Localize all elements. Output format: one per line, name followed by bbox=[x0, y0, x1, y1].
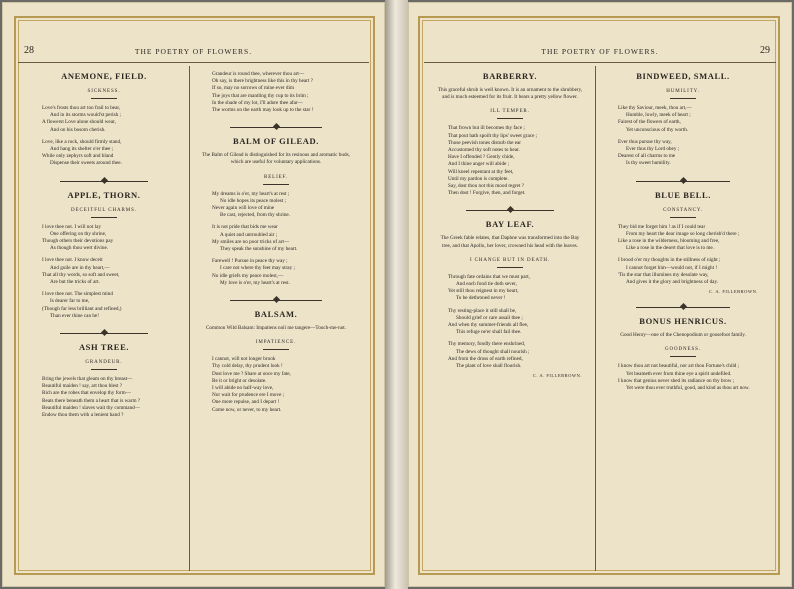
poem-line: I cannot forget him—would not, if I might ! bbox=[626, 264, 718, 271]
poem-stanza bbox=[448, 125, 584, 197]
poem-line: Bring the jewels that gleam on thy breast— bbox=[42, 376, 133, 383]
page-number: 28 bbox=[24, 45, 34, 56]
poem-line: From my heart the dear image so long cherish'd there ; bbox=[626, 230, 740, 237]
poem-line: Farewell ! Pursue in peace thy way ; bbox=[212, 258, 288, 265]
poem-line: Than ever thine can be! bbox=[50, 312, 99, 319]
poem-line: No idle hopes its peace molest ; bbox=[220, 197, 286, 204]
poem-author: C. A. FILLEBROWN. bbox=[708, 289, 758, 295]
right-page-column-2 bbox=[600, 66, 766, 571]
poem-line: Nor wait for prudence ere I move ; bbox=[212, 392, 285, 399]
column-divider bbox=[189, 66, 190, 571]
ornament-divider bbox=[636, 178, 730, 184]
page-number: 29 bbox=[760, 45, 770, 56]
poem-line: Will kneel repentant at thy feet, bbox=[448, 168, 514, 175]
running-title: THE POETRY OF FLOWERS. bbox=[134, 47, 253, 56]
ornament-divider bbox=[466, 207, 554, 213]
poem-stanza bbox=[448, 274, 584, 303]
entry-title: BONUS HENRICUS. bbox=[639, 316, 727, 327]
poem-line: I know that genius never shed its radiance on thy brow ; bbox=[618, 377, 735, 384]
poem-line: And guile are in thy heart,— bbox=[50, 264, 110, 271]
poem-line: Thy cold delay, thy prudent look ! bbox=[212, 363, 283, 370]
poem-line: Ever thus pursue thy way, bbox=[618, 138, 672, 145]
entry-title: BLUE BELL. bbox=[654, 189, 712, 200]
poem-line: Yet beameth ever from thine eye a spirit undefiled. bbox=[626, 370, 732, 377]
poem-line: While only zephyrs soft and bland bbox=[42, 153, 114, 160]
poem-line: The dews of thought shall nourish ; bbox=[456, 348, 530, 355]
poem-line: Is dearer far to me, bbox=[50, 298, 90, 305]
entry-title: ASH TREE. bbox=[78, 342, 130, 353]
poem-line: Accustomed thy soft notes to hear. bbox=[448, 147, 520, 154]
flower-entry bbox=[24, 71, 184, 168]
poem-stanza bbox=[42, 291, 178, 320]
ornament-divider bbox=[230, 297, 322, 303]
poem-line: The joys that are mantling thy cup to its brim ; bbox=[212, 92, 309, 99]
poem-line: Endow thou them with a lenient hand ? bbox=[42, 412, 124, 419]
poem-stanza bbox=[42, 105, 178, 134]
entry-title: BAY LEAF. bbox=[485, 219, 535, 230]
poem-line: Love's frosts thou art too frail to bear, bbox=[42, 105, 121, 111]
entry-meaning: SICKNESS. bbox=[24, 89, 184, 99]
poem-line: Be it or bright or desolate. bbox=[212, 377, 267, 384]
poem-line: The plant of love shall flourish. bbox=[456, 363, 522, 370]
poem-line: Should grief or care assail thee ; bbox=[456, 314, 523, 321]
book-gutter bbox=[385, 0, 408, 589]
left-page-column-1 bbox=[24, 66, 184, 571]
entry-description: Good Henry—one of the Chenopodium or goosefoot family. bbox=[620, 332, 746, 339]
poem-line: Fairest of the flowers of earth, bbox=[618, 119, 681, 126]
entry-description: The Balm of Gilead is distinguished for its resinous and aromatic buds, which are useful for voluntary applications. bbox=[202, 152, 350, 166]
poem-stanza bbox=[42, 139, 178, 168]
poem-line: And gives it the glory and brightness of day. bbox=[626, 279, 719, 286]
entry-meaning: RELIEF. bbox=[194, 175, 358, 185]
poem-line: Though others their devotions pay bbox=[42, 238, 114, 245]
poem-stanza bbox=[42, 376, 178, 419]
poem-line: Like thy Saviour, meek, thou art,— bbox=[618, 105, 692, 111]
poem-line: Have I offended ? Gently chide, bbox=[448, 154, 515, 161]
poem-line: And from the dross of earth refined, bbox=[448, 355, 523, 362]
poem-line: My smiles are no poor tricks of art— bbox=[212, 238, 290, 245]
poem-stanza bbox=[212, 224, 352, 253]
poem-stanza bbox=[618, 105, 760, 134]
page-header bbox=[424, 29, 776, 63]
poem-line: Are but the tricks of art. bbox=[50, 279, 100, 286]
ornament-divider bbox=[60, 330, 148, 336]
poem-line: Oh say, is there brightness like this in thy heart ? bbox=[212, 78, 313, 85]
poem-stanza bbox=[212, 71, 352, 114]
entry-meaning: IMPATIENCE. bbox=[194, 340, 358, 350]
poem-line: Yet were thou ever truthful, good, and kind as thou art now. bbox=[626, 385, 750, 392]
flower-entry bbox=[24, 330, 184, 419]
entry-description: Common Wild Balsam: Impatiens noli me tangere—Touch-me-not. bbox=[205, 325, 347, 332]
entry-title: BALSAM. bbox=[254, 309, 298, 320]
poem-line: Yet unconscious of thy worth. bbox=[626, 126, 689, 133]
entry-description: The Greek fable relates, that Daphne was transformed into the Bay tree, and that Apollo, her lover, crowned his head with the leaves. bbox=[440, 235, 580, 249]
poem-line: (Though far less brilliant and refined,) bbox=[42, 305, 122, 312]
poem-line: That all thy words, so soft and sweet, bbox=[42, 271, 120, 278]
flower-entry bbox=[600, 304, 766, 392]
poem-line: No idle griefs my peace molest,— bbox=[212, 272, 284, 279]
poem-line: To be dethroned never ! bbox=[456, 295, 506, 302]
poem-line: And on his bosom cherish. bbox=[50, 126, 106, 133]
column-divider bbox=[595, 66, 596, 571]
entry-meaning: DECEITFUL CHARMS. bbox=[24, 208, 184, 218]
poem-stanza bbox=[212, 356, 352, 414]
poem-line: They bid me forget him ! as if I could tear bbox=[618, 223, 706, 230]
entry-title: BALM OF GILEAD. bbox=[233, 136, 319, 147]
poem-stanza bbox=[618, 363, 760, 392]
poem-stanza bbox=[618, 257, 760, 286]
entry-title: ANEMONE, FIELD. bbox=[61, 71, 147, 81]
poem-line: Never again will love of mine bbox=[212, 205, 275, 212]
poem-line: I care not where thy feet may stray ; bbox=[220, 265, 295, 272]
poem-line: A flowerst Love alone should wear, bbox=[42, 119, 116, 126]
poem-line: And when thy summer-friends all flee, bbox=[448, 322, 529, 329]
poem-line: Like a rose in the desert that love is to me. bbox=[626, 245, 715, 252]
poem-line: A quiet and untroubled air ; bbox=[220, 231, 278, 238]
poem-line: Then dost ! Forgive, then, and forget. bbox=[448, 190, 526, 197]
poem-line: Say, dost thou not this mood regret ? bbox=[448, 183, 525, 190]
poem-line: And hang its shelter o'er thee ; bbox=[50, 146, 114, 153]
poem-stanza bbox=[42, 257, 178, 286]
poem-line: Those peevish tones disturb the ear bbox=[448, 139, 522, 146]
entry-title: BINDWEED, SMALL. bbox=[636, 71, 730, 81]
poem-line: Beats there beneath them a heart that is warm ? bbox=[42, 397, 141, 404]
poem-stanza bbox=[618, 224, 760, 253]
poem-line: Love, like a rock, should firmly stand, bbox=[42, 138, 122, 145]
poem-line: I love thee not. I will not lay bbox=[42, 223, 102, 230]
flower-entry bbox=[430, 207, 590, 378]
poem-stanza bbox=[618, 139, 760, 168]
poem-line: Be cast, rejected, from thy shrine. bbox=[220, 212, 291, 219]
poem-line: Like a rose in the wilderness, blooming and free, bbox=[618, 238, 720, 245]
poem-line: Beautiful maiden ! say, art thou blest ? bbox=[42, 383, 123, 390]
page-header bbox=[18, 29, 369, 63]
poem-line: One offering on thy shrine, bbox=[50, 230, 107, 237]
right-page bbox=[408, 2, 792, 587]
poem-line: That frown but ill becomes thy face ; bbox=[448, 125, 525, 132]
entry-description: This graceful shrub is well known. It is an ornament to the shrubbery, and is much esteemed for its fruit. It bears a pretty yellow flower. bbox=[437, 87, 583, 101]
ornament-divider bbox=[636, 304, 730, 310]
poem-line: In the shade of my lot, I'll adore thee afar— bbox=[212, 99, 303, 106]
flower-entry bbox=[24, 178, 184, 320]
poem-line: Ever thus thy Lord obey ; bbox=[626, 146, 680, 153]
poem-line: Dost love me ? Share at once my fate, bbox=[212, 370, 291, 377]
poem-line: Is thy sweet humility. bbox=[626, 160, 671, 167]
poem-line: Yet still thou reignest in my heart, bbox=[448, 288, 519, 295]
running-title: THE POETRY OF FLOWERS. bbox=[541, 47, 659, 56]
poem-line: Through fate ordains that we must part, bbox=[448, 273, 530, 280]
poem-line: Until my pardon is complete. bbox=[448, 175, 509, 182]
entry-title: APPLE, THORN. bbox=[67, 189, 141, 200]
entry-meaning: GOODNESS. bbox=[600, 347, 766, 357]
entry-meaning: ILL TEMPER. bbox=[430, 109, 590, 119]
poem-line: And I thine anger will abide ; bbox=[448, 161, 510, 168]
poem-stanza bbox=[212, 258, 352, 287]
poem-line: I brood o'er my thoughts in the stillness of night ; bbox=[618, 257, 721, 264]
poem-line: Grandeur is round thee, wherever thou art— bbox=[212, 71, 305, 77]
poem-line: One more repulse, and I depart ! bbox=[212, 399, 280, 406]
poem-line: Humble, lowly, meek of heart ; bbox=[626, 112, 691, 119]
flower-entry bbox=[194, 124, 358, 287]
poem-line: They speak the sunshine of my heart. bbox=[220, 246, 298, 253]
poem-line: Dearest of all charms to me bbox=[618, 153, 676, 160]
entry-meaning: CONSTANCY. bbox=[600, 208, 766, 218]
entry-meaning: HUMILITY. bbox=[600, 89, 766, 99]
poem-line: I cannot, will not longer brook bbox=[212, 356, 276, 363]
ornament-divider bbox=[60, 178, 148, 184]
poem-stanza bbox=[212, 191, 352, 220]
poem-line: And each fond tie doth sever, bbox=[456, 281, 517, 288]
poem-stanza bbox=[448, 341, 584, 370]
poem-line: The worms on the earth may look up to the star ! bbox=[212, 107, 314, 114]
left-page bbox=[2, 2, 385, 587]
poem-line: Rich are the robes that envelop thy form— bbox=[42, 390, 131, 397]
poem-line: 'Tis the star that illumines my desolate way, bbox=[618, 271, 709, 278]
poem-line: This refuge ne'er shall fail thee. bbox=[456, 329, 522, 336]
flower-entry bbox=[600, 71, 766, 168]
flower-entry bbox=[430, 71, 590, 197]
poem-line: That pout hath spoilt thy lips' sweet grace ; bbox=[448, 132, 538, 139]
poem-line: I know thou art not beautiful, nor art thou Fortune's child ; bbox=[618, 363, 740, 370]
entry-meaning: I CHANGE BUT IN DEATH. bbox=[430, 258, 590, 268]
poem-line: My love is o'er, my heart's at rest. bbox=[220, 279, 290, 286]
poem-line: If so, may no sorrows of mine ever dim bbox=[212, 85, 294, 92]
poem-stanza bbox=[42, 224, 178, 253]
flower-entry bbox=[600, 178, 766, 295]
poem-author: C. A. FILLEBROWN. bbox=[532, 373, 582, 379]
poem-line: Thy memory, fondly there enshrined, bbox=[448, 341, 526, 348]
poem-line: Thy resting-place it still shall be, bbox=[448, 307, 517, 314]
flower-entry bbox=[194, 297, 358, 414]
right-page-column-1 bbox=[430, 66, 590, 571]
poem-line: Beautiful maiden ! slaves wait thy command— bbox=[42, 404, 140, 411]
poem-line: I love thee not. The simplest mind bbox=[42, 291, 113, 298]
entry-title: BARBERRY. bbox=[482, 71, 538, 81]
ornament-divider bbox=[230, 124, 322, 130]
poem-line: I love thee not. I know deceit bbox=[42, 257, 103, 264]
poem-line: As though thou wert divine. bbox=[50, 245, 109, 252]
poem-stanza bbox=[448, 308, 584, 337]
poem-line: And in its storms would'st perish ; bbox=[50, 112, 121, 119]
flower-entry bbox=[194, 71, 358, 114]
poem-line: Dispense their sweets around thee. bbox=[50, 160, 122, 167]
left-page-column-2 bbox=[194, 66, 358, 571]
poem-line: I will abide no half-way love, bbox=[212, 385, 274, 392]
poem-line: My dreams is o'er, my heart's at rest ; bbox=[212, 190, 290, 197]
entry-meaning: GRANDEUR. bbox=[24, 360, 184, 370]
poem-line: Come now, or never, to my heart. bbox=[212, 406, 282, 413]
poem-line: It is not pride that bids me wear bbox=[212, 224, 278, 231]
